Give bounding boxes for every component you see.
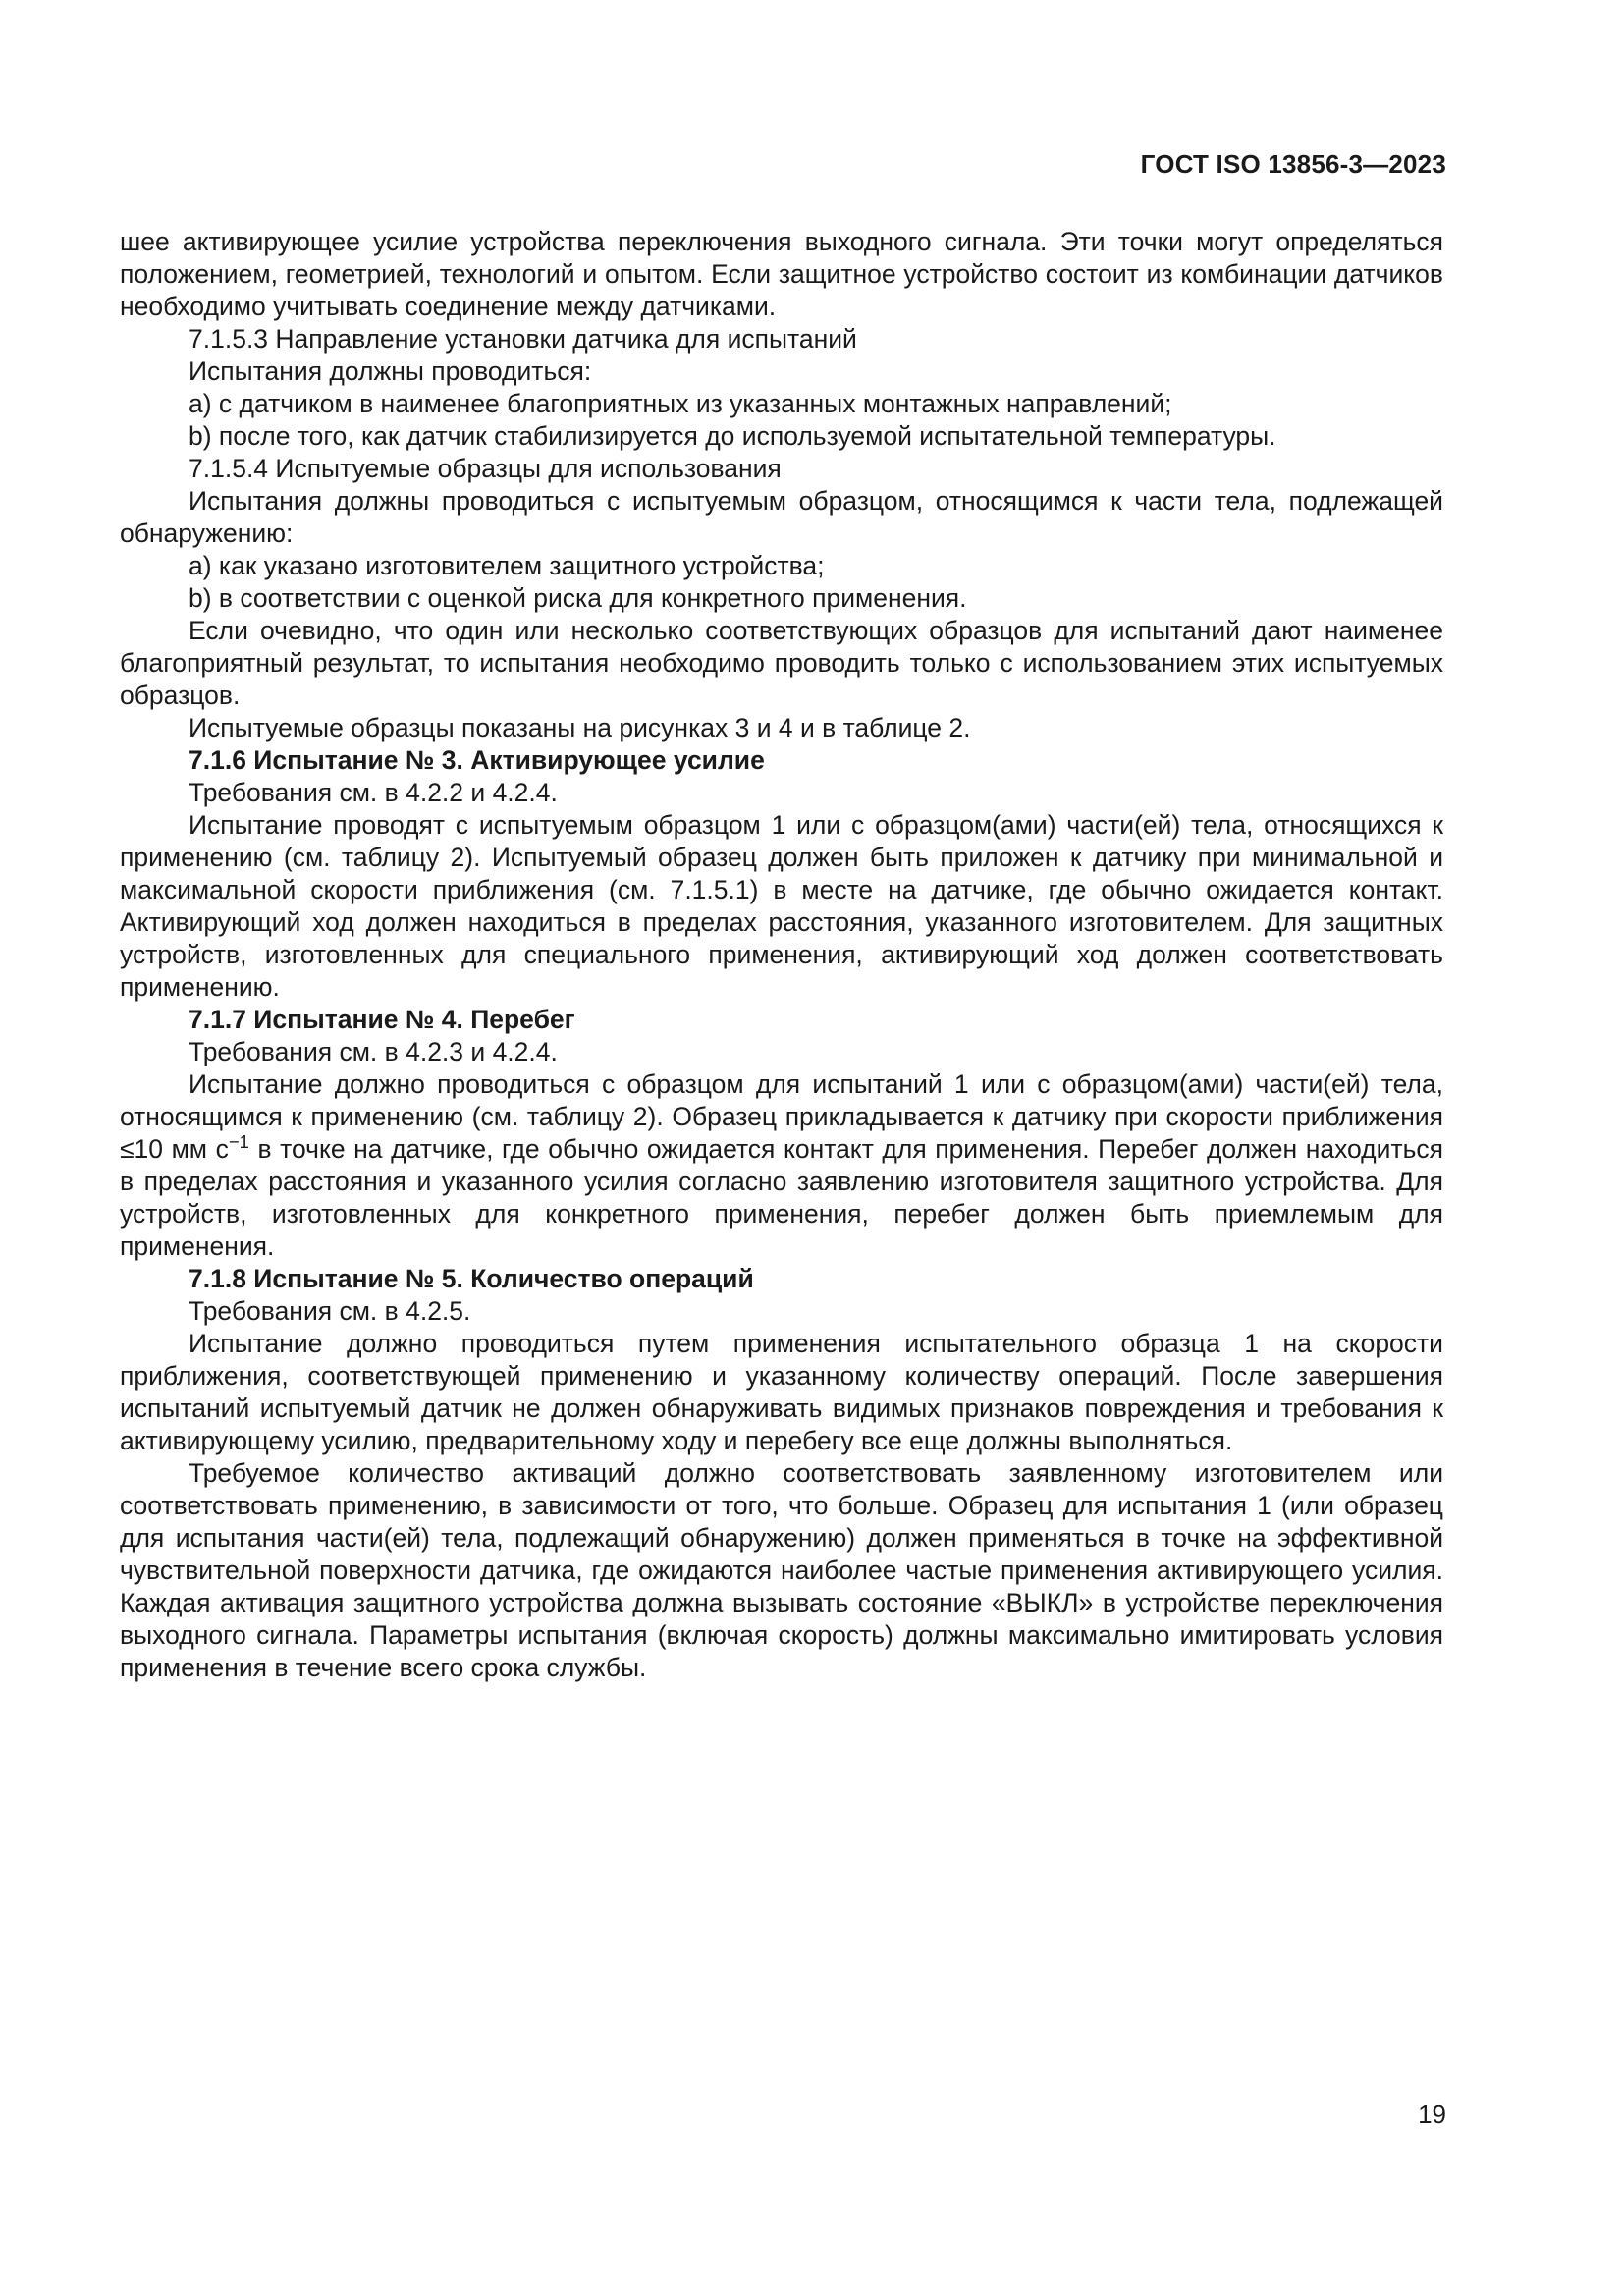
paragraph: Требования см. в 4.2.5. bbox=[189, 1296, 471, 1326]
paragraph-text-part: в точке на датчике, где обычно ожидается контакт для применения. Перебег должен находиться в пределах расстояния и указанного усилия согласно заявлению изготовителя защитного устройства. Для устройств, изготовленных для конкретного применения, перебег должен быть приемлемым для применения. bbox=[120, 1134, 1443, 1261]
section-heading-7-1-8: 7.1.8 Испытание № 5. Количество операций bbox=[189, 1264, 754, 1293]
paragraph: Требования см. в 4.2.2 и 4.2.4. bbox=[189, 778, 558, 807]
paragraph-text-part: Испытание должно проводиться с образцом для испытаний 1 или с образцом(ами) части(ей) тела, относящимся к применению (см. таблицу 2). Образец прикладывается к датчику при скорости приближения ≤10 мм с bbox=[120, 1069, 1443, 1164]
paragraph: Испытуемые образцы показаны на рисунках 3 и 4 и в таблице 2. bbox=[189, 713, 971, 742]
list-item: b) в соответствии с оценкой риска для конкретного применения. bbox=[189, 583, 967, 613]
section-heading-7-1-7: 7.1.7 Испытание № 4. Перебег bbox=[189, 1005, 575, 1034]
document-body bbox=[120, 226, 1443, 1684]
document-header: ГОСТ ISO 13856-3—2023 bbox=[1140, 149, 1446, 179]
superscript-exponent: −1 bbox=[228, 1130, 249, 1152]
page-number: 19 bbox=[1418, 2100, 1446, 2129]
paragraph: Испытание должно проводиться путем применения испытательного образца 1 на скорости приближения, соответствующей применению и указанному количеству операций. После завершения испытаний испытуемый датчик не должен обнаруживать видимых признаков повреждения и требования к активирующему усилию, предварительному ходу и перебегу все еще должны выполняться. bbox=[120, 1329, 1443, 1455]
paragraph: Испытания должны проводиться: bbox=[189, 356, 592, 386]
section-heading-7-1-6: 7.1.6 Испытание № 3. Активирующее усилие bbox=[189, 745, 765, 775]
list-item: b) после того, как датчик стабилизируется до используемой испытательной температуры. bbox=[189, 421, 1276, 451]
clause-heading-7-1-5-3: 7.1.5.3 Направление установки датчика для испытаний bbox=[189, 324, 857, 354]
paragraph: Требуемое количество активаций должно соответствовать заявленному изготовителем или соответствовать применению, в зависимости от того, что больше. Образец для испытания 1 (или образец для испытания части(ей) тела, подлежащий обнаружению) должен применяться в точке на эффективной чувствительной поверхности датчика, где ожидаются наиболее частые применения активирующего усилия. Каждая активация защитного устройства должна вызывать состояние «ВЫКЛ» в устройстве переключения выходного сигнала. Параметры испытания (включая скорость) должны максимально имитировать условия применения в течение всего срока службы. bbox=[120, 1458, 1443, 1682]
paragraph: Испытания должны проводиться с испытуемым образцом, относящимся к части тела, подлежащей обнаружению: bbox=[120, 486, 1443, 548]
paragraph-continuation: шее активирующее усилие устройства переключения выходного сигнала. Эти точки могут определяться положением, геометрией, технологий и опытом. Если защитное устройство состоит из комбинации датчиков необходимо учитывать соединение между датчиками. bbox=[120, 227, 1443, 321]
list-item: a) с датчиком в наименее благоприятных из указанных монтажных направлений; bbox=[189, 389, 1172, 418]
paragraph-with-superscript bbox=[120, 1068, 1443, 1263]
paragraph: Требования см. в 4.2.3 и 4.2.4. bbox=[189, 1037, 558, 1066]
clause-heading-7-1-5-4: 7.1.5.4 Испытуемые образцы для использования bbox=[189, 454, 782, 483]
paragraph: Испытание проводят с испытуемым образцом 1 или с образцом(ами) части(ей) тела, относящихся к применению (см. таблицу 2). Испытуемый образец должен быть приложен к датчику при минимальной и максимальной скорости приближения (см. 7.1.5.1) в месте на датчике, где обычно ожидается контакт. Активирующий ход должен находиться в пределах расстояния, указанного изготовителем. Для защитных устройств, изготовленных для специального применения, активирующий ход должен соответствовать применению. bbox=[120, 810, 1443, 1002]
paragraph: Если очевидно, что один или несколько соответствующих образцов для испытаний дают наименее благоприятный результат, то испытания необходимо проводить только с использованием этих испытуемых образцов. bbox=[120, 616, 1443, 710]
list-item: a) как указано изготовителем защитного устройства; bbox=[189, 551, 825, 580]
